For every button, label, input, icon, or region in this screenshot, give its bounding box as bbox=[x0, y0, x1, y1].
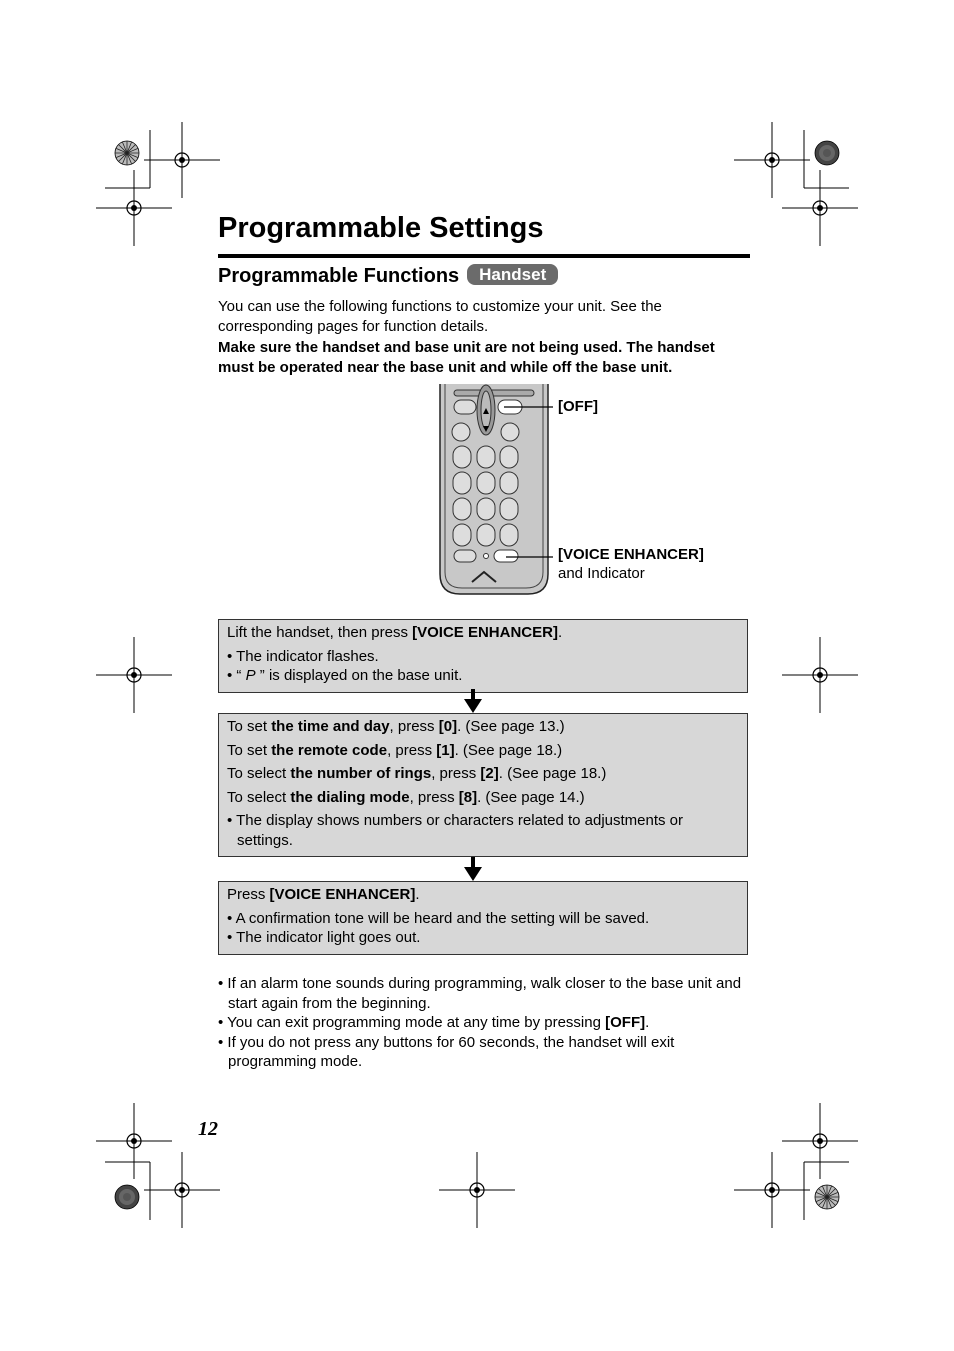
step-2-row: To set the time and day, press [0]. (See page 13.) bbox=[227, 718, 565, 735]
page-number: 12 bbox=[198, 1118, 218, 1140]
step-3-bullet-2: • The indicator light goes out. bbox=[227, 929, 421, 946]
step-3-instruction: Press [VOICE ENHANCER]. bbox=[227, 886, 420, 903]
step-1-bullet-1: • The indicator flashes. bbox=[227, 647, 379, 665]
down-arrow-icon bbox=[464, 689, 482, 713]
title-rule bbox=[218, 254, 750, 258]
off-label: [OFF] bbox=[558, 398, 598, 415]
step-2-row: To select the number of rings, press [2]. (See page 18.) bbox=[227, 765, 607, 782]
callout-lines bbox=[500, 395, 560, 575]
step-2-row: To set the remote code, press [1]. (See page 18.) bbox=[227, 741, 563, 759]
handset-badge: Handset bbox=[467, 264, 558, 285]
note-item: • If an alarm tone sounds during programming, walk closer to the base unit and start again from the beginning. bbox=[218, 975, 742, 1012]
notes-list bbox=[218, 974, 752, 1072]
step-3-bullet-1: • A confirmation tone will be heard and the setting will be saved. bbox=[227, 909, 650, 927]
note-item: • If you do not press any buttons for 60 seconds, the handset will exit programming mode. bbox=[218, 1033, 675, 1070]
step-2-bullet: • The display shows numbers or characters related to adjustments or settings. bbox=[227, 812, 684, 849]
down-arrow-icon bbox=[464, 857, 482, 881]
intro-text: You can use the following functions to customize your unit. See the corresponding pages for function details. bbox=[218, 298, 662, 335]
warning-text: Make sure the handset and base unit are not being used. The handset must be operated near the base unit and while off the base unit. bbox=[218, 339, 715, 376]
step-2-row: To select the dialing mode, press [8]. (See page 14.) bbox=[227, 788, 585, 806]
section-heading bbox=[218, 264, 558, 288]
step-3-box bbox=[218, 881, 748, 955]
step-2-box bbox=[218, 713, 748, 857]
voice-enhancer-label: [VOICE ENHANCER] bbox=[558, 546, 704, 563]
step-1-instruction: Lift the handset, then press [VOICE ENHANCER]. bbox=[227, 624, 563, 641]
note-item: • You can exit programming mode at any time by pressing [OFF]. bbox=[218, 1014, 650, 1031]
step-1-box bbox=[218, 619, 748, 693]
display-glyph: P bbox=[245, 667, 256, 684]
page-title: Programmable Settings bbox=[218, 212, 544, 244]
step-1-bullet-2: • “ P ” is displayed on the base unit. bbox=[227, 667, 463, 684]
indicator-label: and Indicator bbox=[558, 565, 645, 582]
section-heading-text: Programmable Functions bbox=[218, 265, 460, 287]
